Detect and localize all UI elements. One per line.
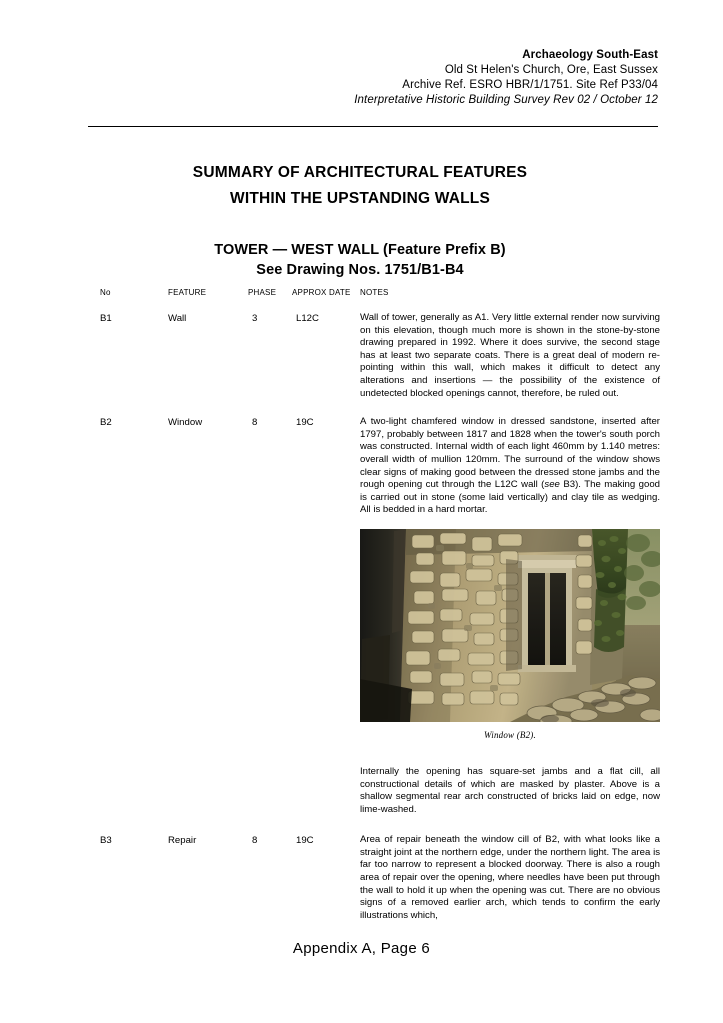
photo-caption: Window (B2). [484,729,536,740]
row-notes [360,416,660,517]
row-feature: Window [168,417,203,429]
header-archive-line: Archive Ref. ESRO HBR/1/1751. Site Ref P33/04 [402,79,658,91]
column-header-notes: NOTES [360,288,389,297]
column-header-date: APPROX DATE [292,288,351,297]
row-notes-text-italic: see [544,479,560,491]
row-notes-paragraph: Area of repair beneath the window cill of B2, with what looks like a straight joint at the northern edge, under the northern light. The area is far too narrow to represent a blocked doorway. There is also a rough area of repair over the opening, where needles have been put through the wall to hold it up when the opening was cut. There are no obvious signs of a removed earlier arch, which tends to confirm the early illustrations which, [360,834,660,921]
photo-window-b2 [360,529,660,722]
photo-block [360,529,660,740]
row-feature: Repair [168,835,197,847]
document-header [88,48,658,108]
row-phase: 8 [252,417,258,429]
page-title-line-1: SUMMARY OF ARCHITECTURAL FEATURES [192,164,528,181]
header-site-line: Old St Helen's Church, Ore, East Sussex [444,64,658,76]
row-notes-paragraph: Wall of tower, generally as A1. Very little external render now surviving on this elevation, though much more is shown in the stone-by-stone drawing prepared in 1992. Where it does survive, the second stage has at least two separate coats. There is a great deal of modern re-pointing within this wall, which makes it difficult to detect any alterations and insertions — the possibility of the existence of undetected blocked openings cannot, therefore, be ruled out. [360,312,660,399]
page-title-line-2: WITHIN THE UPSTANDING WALLS [230,190,490,207]
table-row [100,834,660,922]
row-date: L12C [296,313,319,324]
title-block [60,160,660,280]
features-table [100,288,660,922]
row-notes-continued [360,766,660,816]
row-feature: Wall [168,313,187,324]
section-title-line-2: See Drawing Nos. 1751/B1-B4 [256,262,464,278]
row-phase: 3 [252,313,258,324]
row-phase: 8 [252,835,258,847]
column-header-phase: PHASE [248,288,277,297]
header-organisation: Archaeology South-East [522,49,658,61]
row-notes-continued-paragraph: Internally the opening has square-set jambs and a flat cill, all constructional details of which are masked by plaster. Above is a shallow segmental rear arch constructed of bricks laid on edge, now lime-washed. [360,765,660,815]
photo-illustration [360,529,660,722]
row-date: 19C [296,417,314,429]
row-no: B2 [100,417,112,429]
row-notes-paragraph [360,416,660,517]
table-column-headers [100,288,660,302]
row-notes [360,312,660,400]
row-no: B1 [100,313,112,324]
section-title-line-1: TOWER — WEST WALL (Feature Prefix B) [214,242,506,258]
table-row [100,416,660,816]
row-notes [360,834,660,922]
row-date: 19C [296,835,314,847]
header-divider [88,126,658,127]
row-notes-text-part-2: B3). The making good is carried out in stone (some laid vertically) and clay tile as wedging. All is bedded in a hard mortar. [360,479,661,516]
row-notes-text-part-1: A two-light chamfered window in dressed sandstone, inserted after 1797, probably between 1817 and 1828 when the tower's south porch was constructed. Internal width of each light 460mm by 1.140 metres: overall width of mullion 120mm. The surround of the window shows clear signs of making good between the dressed stone jambs and the rough opening cut through the L12C wall ( [360,416,660,491]
row-no: B3 [100,835,112,847]
column-header-feature: FEATURE [168,288,207,297]
page-footer: Appendix A, Page 6 [292,940,431,957]
header-survey-line: Interpretative Historic Building Survey Rev 02 / October 12 [354,94,658,106]
table-row [100,312,660,400]
column-header-no: No [100,288,111,297]
